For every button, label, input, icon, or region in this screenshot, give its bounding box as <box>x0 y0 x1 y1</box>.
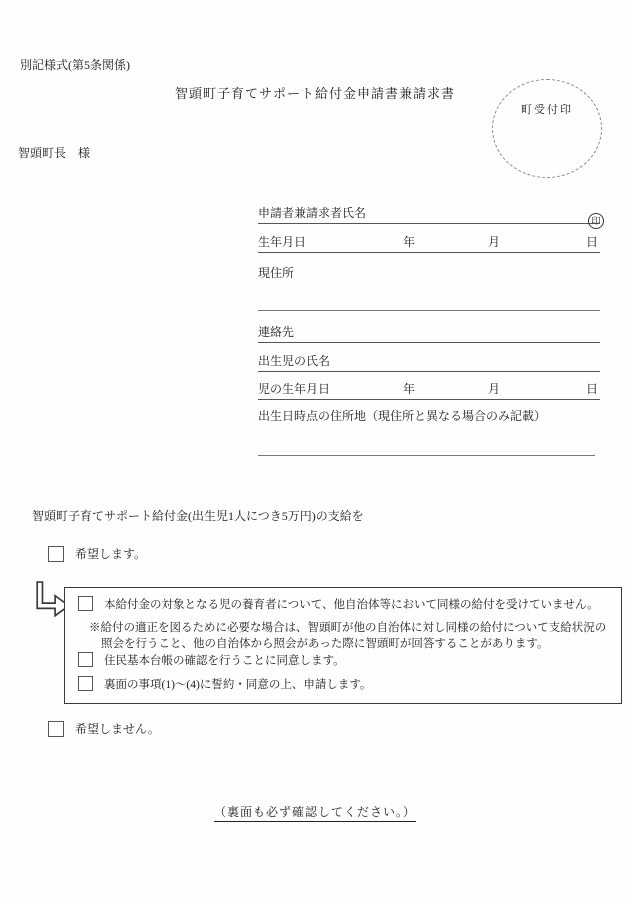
applicant-name-field <box>258 205 600 224</box>
condition-note-line1: ※給付の適正を図るために必要な場合は、智頭町が他の自治体に対し同様の給付について支給状況の <box>89 622 607 634</box>
footer-note-container <box>0 803 630 822</box>
day-unit-label: 日 <box>585 382 598 396</box>
addressee-line: 智頭町長 様 <box>18 146 91 160</box>
wish-checkbox[interactable] <box>48 546 64 562</box>
current-address-label: 現住所 <box>258 266 295 280</box>
condition-2-checkbox[interactable] <box>78 652 93 667</box>
page-title: 智頭町子育てサポート給付金申請書兼請求書 <box>174 86 455 101</box>
condition-row-3 <box>78 676 371 692</box>
condition-2-label: 住民基本台帳の確認を行うことに同意します。 <box>104 655 345 667</box>
wish-label: 希望します。 <box>75 547 147 561</box>
contact-label: 連絡先 <box>258 325 295 339</box>
no-wish-label: 希望しません。 <box>75 722 160 736</box>
stamp-label: 町受付印 <box>521 104 573 116</box>
benefit-statement: 智頭町子育てサポート給付金(出生児1人につき5万円)の支給を <box>32 509 364 523</box>
condition-3-label: 裏面の事項(1)～(4)に誓約・同意の上、申請します。 <box>104 679 372 691</box>
address-at-birth-blank-line <box>258 455 595 456</box>
child-birth-date-label: 児の生年月日 <box>258 382 331 396</box>
month-unit-label: 月 <box>488 235 501 249</box>
seal-mark-icon: 印 <box>588 213 604 229</box>
footer-note: （裏面も必ず確認してください。） <box>214 803 416 822</box>
town-reception-stamp-circle <box>492 79 602 178</box>
birth-date-field <box>258 234 600 253</box>
condition-3-checkbox[interactable] <box>78 676 93 691</box>
month-unit-label: 月 <box>488 382 501 396</box>
condition-note-line2: 照会を行うこと、他の自治体から照会があった際に智頭町が回答することがあります。 <box>101 638 549 650</box>
current-address-blank-line <box>258 310 600 311</box>
no-wish-checkbox[interactable] <box>48 721 64 737</box>
contact-field <box>258 324 600 343</box>
form-style-note: 別記様式(第5条関係) <box>20 58 130 72</box>
child-name-label: 出生児の氏名 <box>258 354 331 368</box>
conditions-box <box>64 587 622 704</box>
year-unit-label: 年 <box>403 382 416 396</box>
child-birth-date-field <box>258 381 600 400</box>
condition-row-2 <box>78 652 345 668</box>
condition-1-label: 本給付金の対象となる児の養育者について、他自治体等において同様の給付を受けていません。 <box>104 599 599 611</box>
option-wish-row <box>48 545 146 562</box>
option-no-wish-row <box>48 720 160 737</box>
child-name-field <box>258 353 600 372</box>
condition-1-checkbox[interactable] <box>78 596 93 611</box>
applicant-name-label: 申請者兼請求者氏名 <box>258 206 367 220</box>
address-at-birth-label: 出生日時点の住所地（現住所と異なる場合のみ記載） <box>258 409 547 423</box>
day-unit-label: 日 <box>585 235 598 249</box>
year-unit-label: 年 <box>403 235 416 249</box>
condition-row-1 <box>78 596 599 612</box>
birth-date-label: 生年月日 <box>258 235 307 249</box>
